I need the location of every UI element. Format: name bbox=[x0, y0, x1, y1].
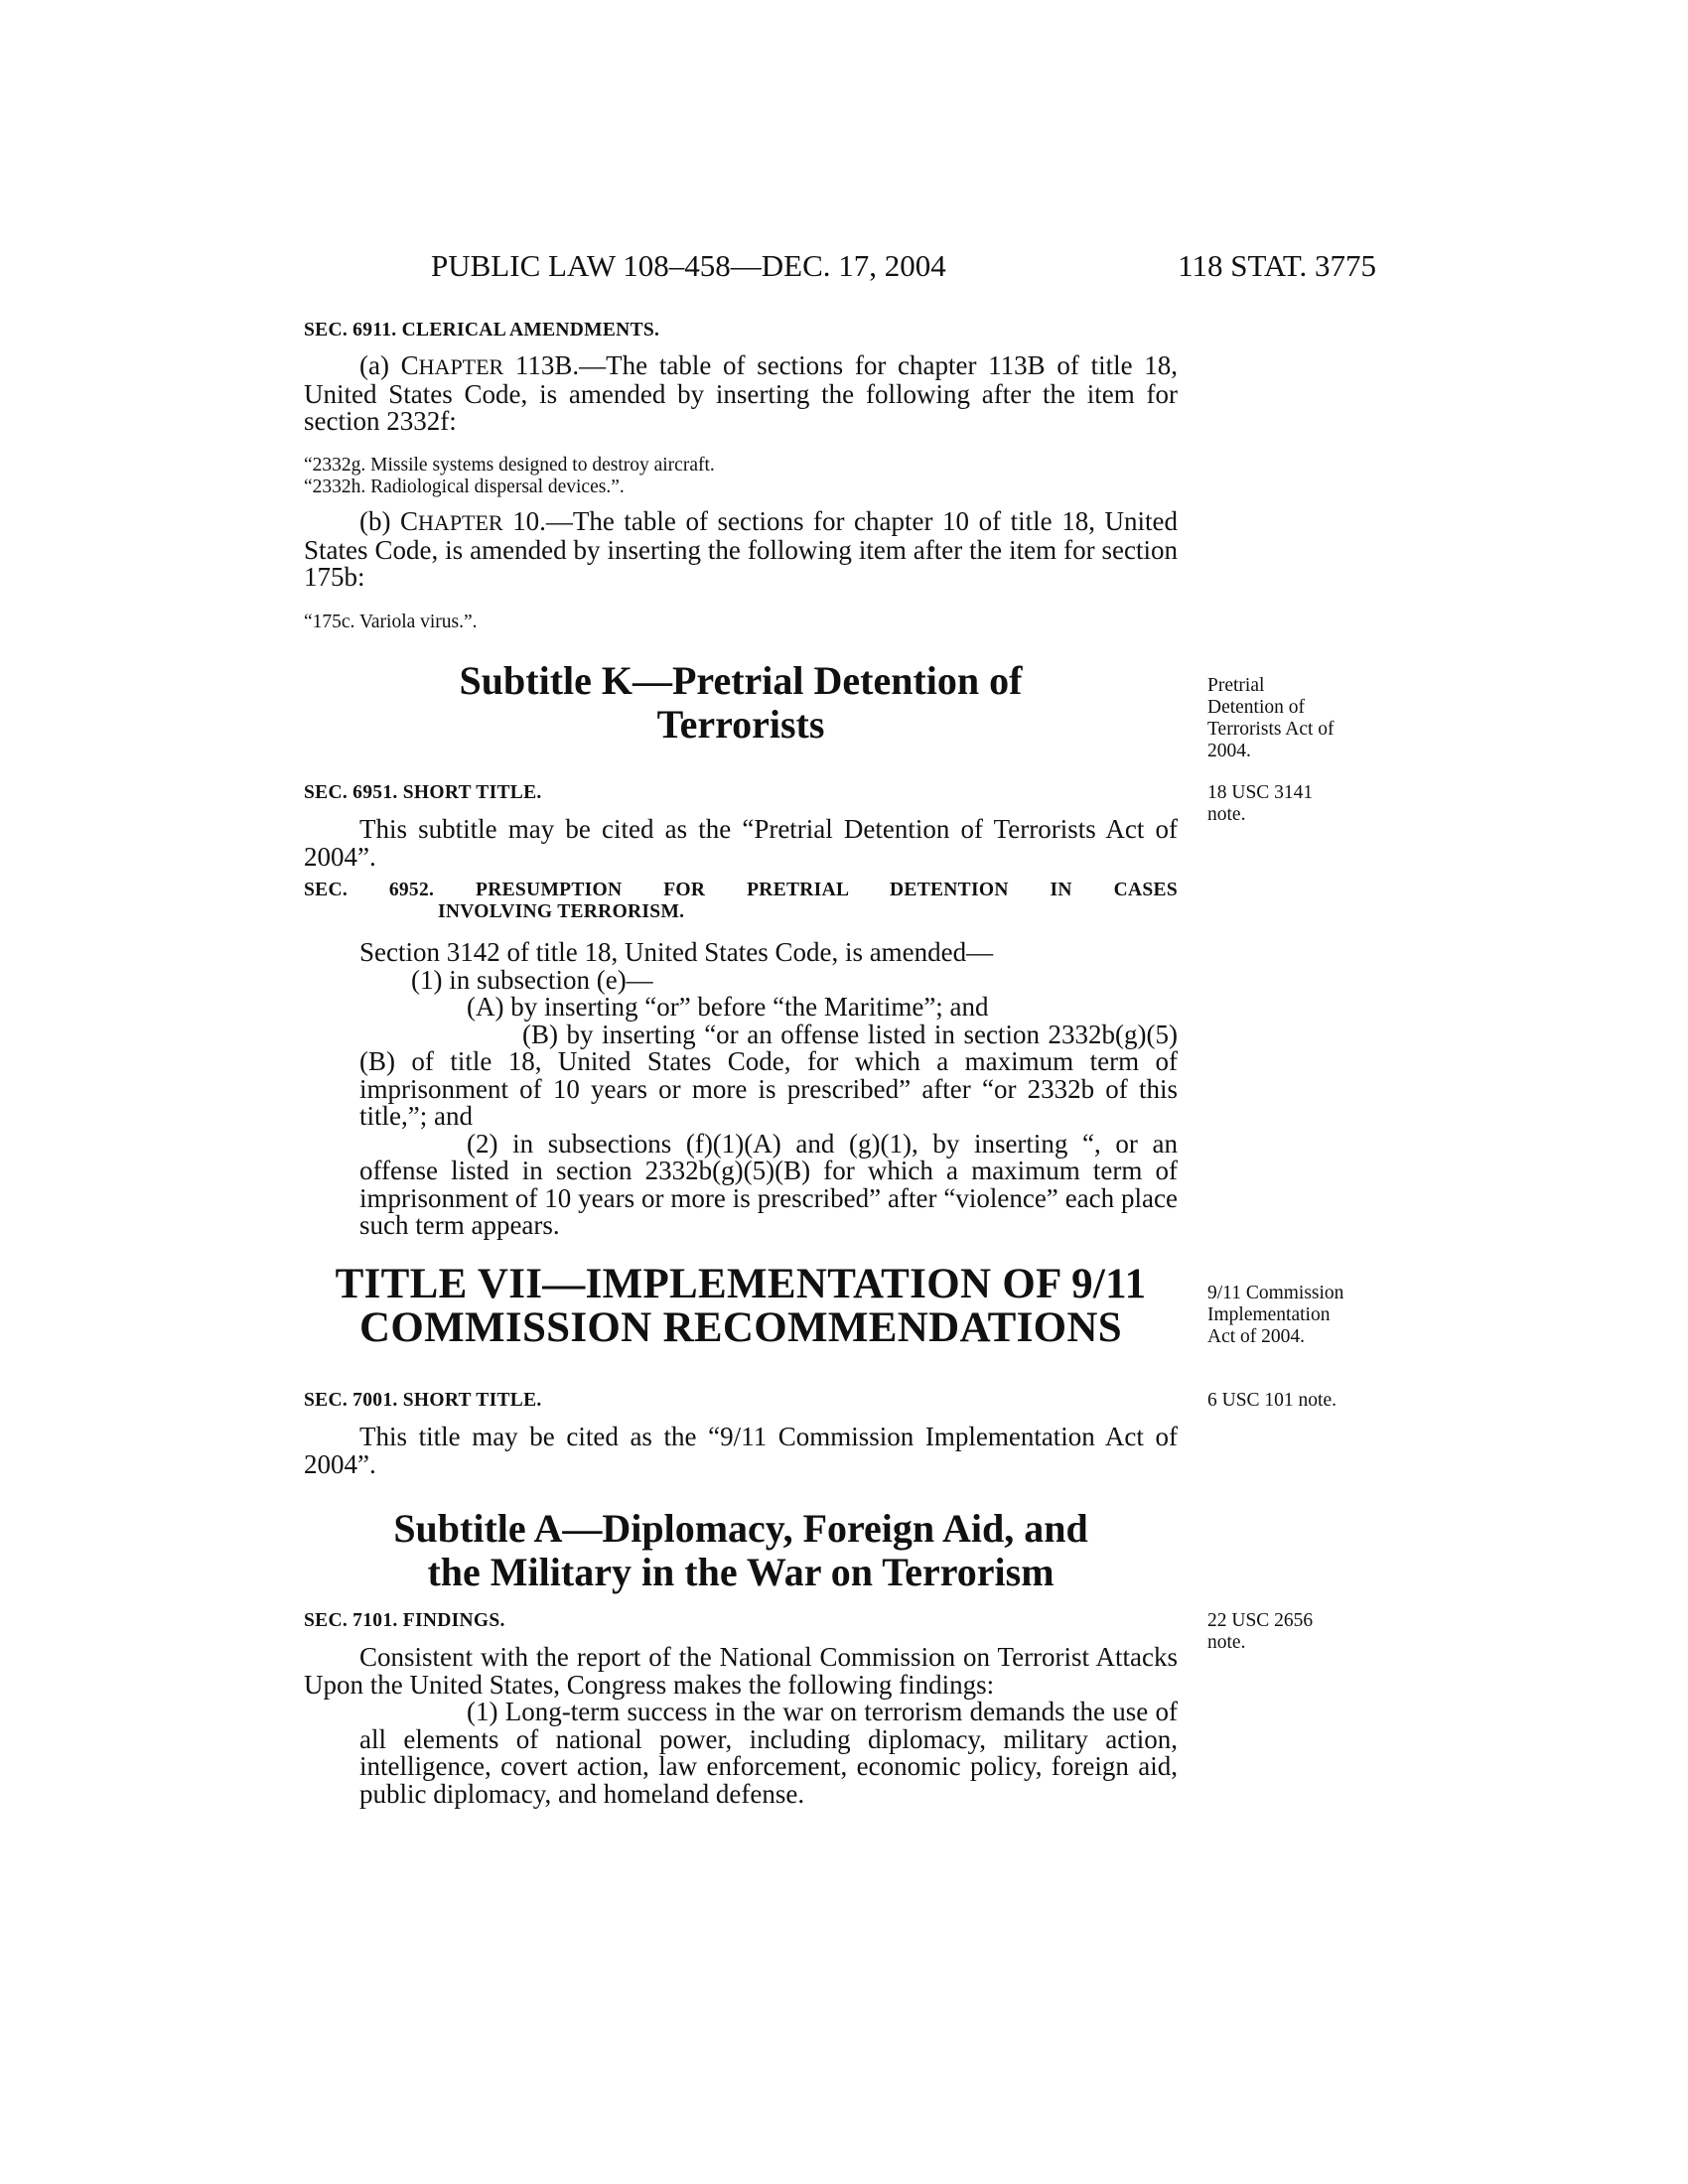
sec-6911-heading: SEC. 6911. CLERICAL AMENDMENTS. bbox=[304, 320, 660, 341]
subtitle-a-heading bbox=[304, 1507, 1178, 1594]
running-header bbox=[304, 248, 1376, 288]
para-b-caps: HAPTER bbox=[418, 510, 503, 535]
margin-note-22-usc-2656 bbox=[1207, 1610, 1396, 1654]
para-a-caps: HAPTER bbox=[418, 354, 504, 379]
margin-note-9-11-commission-act bbox=[1207, 1283, 1396, 1348]
margin-note-line: Detention of bbox=[1207, 697, 1306, 718]
sec-6952-item-1b: (B) by inserting “or an offense listed in section 2332b(g)(5)(B) of title 18, United States Code, for which a maximum term of imprisonment of 10 years or more is prescribed” after “or 2332b of this title,”; and bbox=[359, 1019, 1178, 1131]
sec-6952-item-1a: (A) by inserting “or” before “the Maritime”; and bbox=[467, 992, 989, 1022]
table-item-175c: “175c. Variola virus.”. bbox=[304, 612, 478, 632]
sec-7001-paragraph: This title may be cited as the “9/11 Commission Implementation Act of 2004”. bbox=[304, 1422, 1178, 1479]
sec-6952-intro: Section 3142 of title 18, United States Code, is amended— bbox=[359, 937, 994, 967]
sec-6911-a-items bbox=[304, 455, 1178, 498]
margin-note-line: note. bbox=[1207, 804, 1246, 825]
subtitle-k-line1: Subtitle K—Pretrial Detention of bbox=[459, 658, 1023, 703]
sec-6911-para-b bbox=[304, 508, 1178, 592]
subtitle-a-line1: Subtitle A—Diplomacy, Foreign Aid, and bbox=[393, 1506, 1088, 1551]
margin-note-line: note. bbox=[1207, 1632, 1246, 1653]
para-a-label: (a) C bbox=[359, 350, 419, 380]
para-b-label: (b) C bbox=[359, 506, 419, 536]
sec-6911-para-a bbox=[304, 352, 1178, 436]
sec-6952-item-2: (2) in subsections (f)(1)(A) and (g)(1), by inserting “, or an offense listed in section 2332b(g)(5)(B) for which a maximum term of imprisonment of 10 years or more is prescribed” after “violence” each place such term appears. bbox=[359, 1128, 1178, 1240]
margin-note-line: Pretrial bbox=[1207, 675, 1265, 696]
margin-note-line: 6 USC 101 note. bbox=[1207, 1390, 1337, 1411]
margin-note-line: 9/11 Commission bbox=[1207, 1283, 1344, 1303]
margin-note-line: 2004. bbox=[1207, 741, 1251, 761]
title-vii-line2: COMMISSION RECOMMENDATIONS bbox=[359, 1304, 1122, 1351]
subtitle-k-heading bbox=[304, 659, 1178, 747]
sec-6952-body bbox=[304, 939, 1178, 1240]
para-a-rest: of title 18, United States Code, is amended by inserting the following after the item for section 2332f: bbox=[304, 350, 1179, 436]
sec-7001-text bbox=[304, 1424, 1178, 1478]
margin-note-6-usc-101 bbox=[1207, 1390, 1396, 1412]
sec-6951-heading: SEC. 6951. SHORT TITLE. bbox=[304, 782, 542, 803]
para-b-line1: 10.—The table of sections for chapter 10 of title bbox=[502, 506, 1053, 536]
margin-note-line: 22 USC 2656 bbox=[1207, 1610, 1314, 1631]
sec-7101-body bbox=[304, 1644, 1178, 1808]
margin-note-18-usc-3141 bbox=[1207, 782, 1396, 826]
title-vii-line1: TITLE VII—IMPLEMENTATION OF 9/11 bbox=[335, 1261, 1147, 1307]
sec-6952-item-1: (1) in subsection (e)— bbox=[411, 964, 653, 995]
table-item-2332g: “2332g. Missile systems designed to destroy aircraft. bbox=[304, 455, 715, 476]
sec-6951-paragraph: This subtitle may be cited as the “Pretrial Detention of Terrorists Act of 2004”. bbox=[304, 814, 1178, 872]
sec-6952-heading-line1: SEC. 6952. PRESUMPTION FOR PRETRIAL DETENTION IN CASES bbox=[304, 880, 1178, 900]
header-stat-page: 118 STAT. 3775 bbox=[1178, 248, 1376, 283]
sec-7101-heading: SEC. 7101. FINDINGS. bbox=[304, 1610, 505, 1631]
sec-6952-heading-line2: INVOLVING TERRORISM. bbox=[438, 901, 685, 922]
sec-6911-para-b-text bbox=[304, 508, 1178, 592]
para-a-line1: 113B.—The table of sections for chapter 113B bbox=[503, 350, 1046, 380]
sec-6911-para-a-text bbox=[304, 352, 1178, 436]
sec-7001-heading: SEC. 7001. SHORT TITLE. bbox=[304, 1390, 542, 1411]
margin-note-line: Terrorists Act of bbox=[1207, 719, 1335, 740]
title-vii-heading bbox=[304, 1263, 1178, 1350]
sec-7101-finding-1: (1) Long-term success in the war on terrorism demands the use of all elements of national power, including diplomacy, military action, intelligence, covert action, law enforcement, economic policy, foreign aid, public diplomacy, and homeland defense. bbox=[359, 1697, 1178, 1809]
margin-note-line: Act of 2004. bbox=[1207, 1326, 1306, 1347]
subtitle-a-line2: the Military in the War on Terrorism bbox=[427, 1550, 1055, 1594]
para-b-rest: 18, United States Code, is amended by inserting the following item after the item for section 175b: bbox=[304, 506, 1178, 592]
margin-note-line: 18 USC 3141 bbox=[1207, 782, 1314, 803]
margin-note-line: Implementation bbox=[1207, 1304, 1331, 1325]
sec-6951-text bbox=[304, 816, 1178, 871]
margin-note-pretrial-detention-act bbox=[1207, 675, 1396, 762]
sec-7101-intro: Consistent with the report of the National Commission on Terrorist Attacks Upon the United States, Congress makes the following findings: bbox=[304, 1642, 1178, 1700]
subtitle-k-line2: Terrorists bbox=[656, 702, 825, 747]
header-public-law: PUBLIC LAW 108–458—DEC. 17, 2004 bbox=[431, 248, 946, 283]
sec-6952-heading bbox=[304, 880, 1178, 923]
table-item-2332h: “2332h. Radiological dispersal devices.”. bbox=[304, 477, 625, 497]
